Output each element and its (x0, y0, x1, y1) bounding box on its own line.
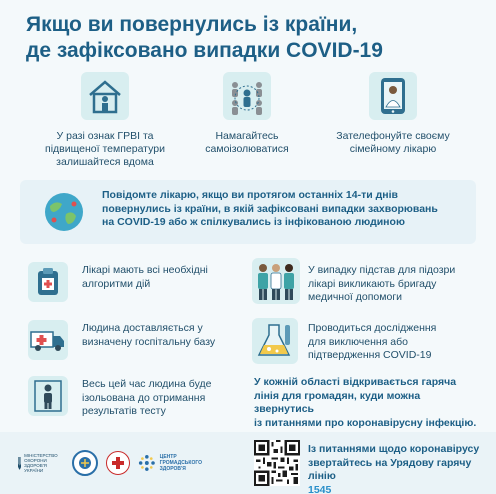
medical-kit-icon (28, 262, 68, 302)
text-line: залишайтеся вдома (56, 156, 154, 168)
text-line: самоізолюватися (205, 143, 289, 155)
text-line: Проводиться дослідження (308, 322, 437, 334)
text-line: із питаннями про коронавірусну інфекцію. (254, 416, 477, 429)
isolated-person-icon (28, 376, 68, 416)
self-isolation-icon (223, 72, 271, 120)
text-line: ізольована до отримання (82, 391, 206, 404)
text-line: на COVID-19 або ж спілкувались із інфікованою людиною (102, 216, 405, 228)
footer (0, 432, 496, 494)
partner-logos (18, 446, 202, 480)
text-line: визначену госпітальну базу (82, 335, 216, 348)
text-line: Весь цей час людина буде (82, 378, 212, 390)
ministry-logo-text: МІНІСТЕРСТВО ОХОРОНИ ЗДОРОВ'Я УКРАЇНИ (24, 453, 58, 473)
step-call-doctor-text (318, 130, 468, 156)
text-line: ЦЕНТР (159, 454, 177, 460)
hotline-number[interactable]: 1545 (308, 483, 332, 494)
top-steps (0, 72, 496, 172)
notify-doctor-banner (20, 180, 476, 244)
text-line: лінія для громадян, куди можна звернутись (254, 389, 421, 415)
text-line: Повідомте лікарю, якщо ви протягом останніх 14-ти днів (102, 189, 398, 201)
home-icon (81, 72, 129, 120)
step-laboratory-test-text (308, 322, 478, 363)
text-line: лікарі викликають бригаду (308, 277, 437, 290)
text-line: результатів тесту (82, 405, 166, 417)
government-hotline (308, 443, 488, 494)
text-line: ГРОМАДСЬКОГО (159, 460, 202, 466)
text-line: У кожній області відкривається гаряча (254, 376, 457, 388)
trident-icon (18, 457, 21, 470)
text-line: Людина доставляється у (82, 322, 203, 334)
text-line: Лікарі мають всі необхідні (82, 264, 208, 276)
red-cross-logo (106, 451, 130, 475)
text-line: повернулись із країни, в якій зафіксовані випадки захворювань (102, 202, 438, 215)
lab-flask-icon (252, 318, 298, 364)
step-stay-home (30, 72, 180, 169)
banner-text (102, 189, 462, 230)
text-line: Із питаннями щодо коронавірусу (308, 443, 480, 455)
emblem-logo (72, 450, 98, 476)
text-line: Намагайтесь (215, 130, 279, 142)
text-line: У разі ознак ГРВІ та (56, 130, 154, 142)
step-stay-home-text (30, 130, 180, 169)
ministry-logo (18, 453, 64, 473)
globe-icon (42, 190, 86, 234)
medical-team-icon (252, 258, 300, 304)
step-call-doctor (318, 72, 468, 156)
text-line: Зателефонуйте своєму (336, 130, 450, 142)
text-line: підвищеної температури (45, 143, 165, 155)
public-health-center-text (160, 454, 202, 472)
text-line: підтвердження COVID-19 (308, 349, 432, 361)
phone-doctor-icon (369, 72, 417, 120)
qr-code[interactable] (254, 440, 300, 486)
text-line: медичної допомоги (308, 291, 403, 303)
page-title (26, 12, 476, 64)
public-health-center-icon (138, 453, 156, 473)
text-line: алгоритми дій (82, 277, 151, 290)
step-self-isolate-text (172, 130, 322, 156)
public-health-center-logo (138, 453, 202, 473)
text-line: сімейному лікарю (349, 143, 437, 155)
text-line: звертайтесь на Урядову гарячу лінію (308, 456, 472, 482)
ambulance-icon (28, 320, 68, 360)
text-line: ЗДОРОВ'Я (159, 466, 186, 472)
step-doctors-algorithms-text (82, 264, 252, 291)
text-line: для виключення або (308, 335, 408, 348)
text-line: У випадку підстав для підозри (308, 264, 456, 276)
title-line-2: де зафіксовано випадки COVID-19 (26, 39, 383, 62)
regional-hotline-note (254, 376, 479, 430)
step-hospital-delivery-text (82, 322, 252, 349)
step-self-isolate (172, 72, 322, 156)
title-line-1: Якщо ви повернулись із країни, (26, 13, 358, 36)
step-isolation-text (82, 378, 252, 419)
step-call-medical-team-text (308, 264, 478, 305)
